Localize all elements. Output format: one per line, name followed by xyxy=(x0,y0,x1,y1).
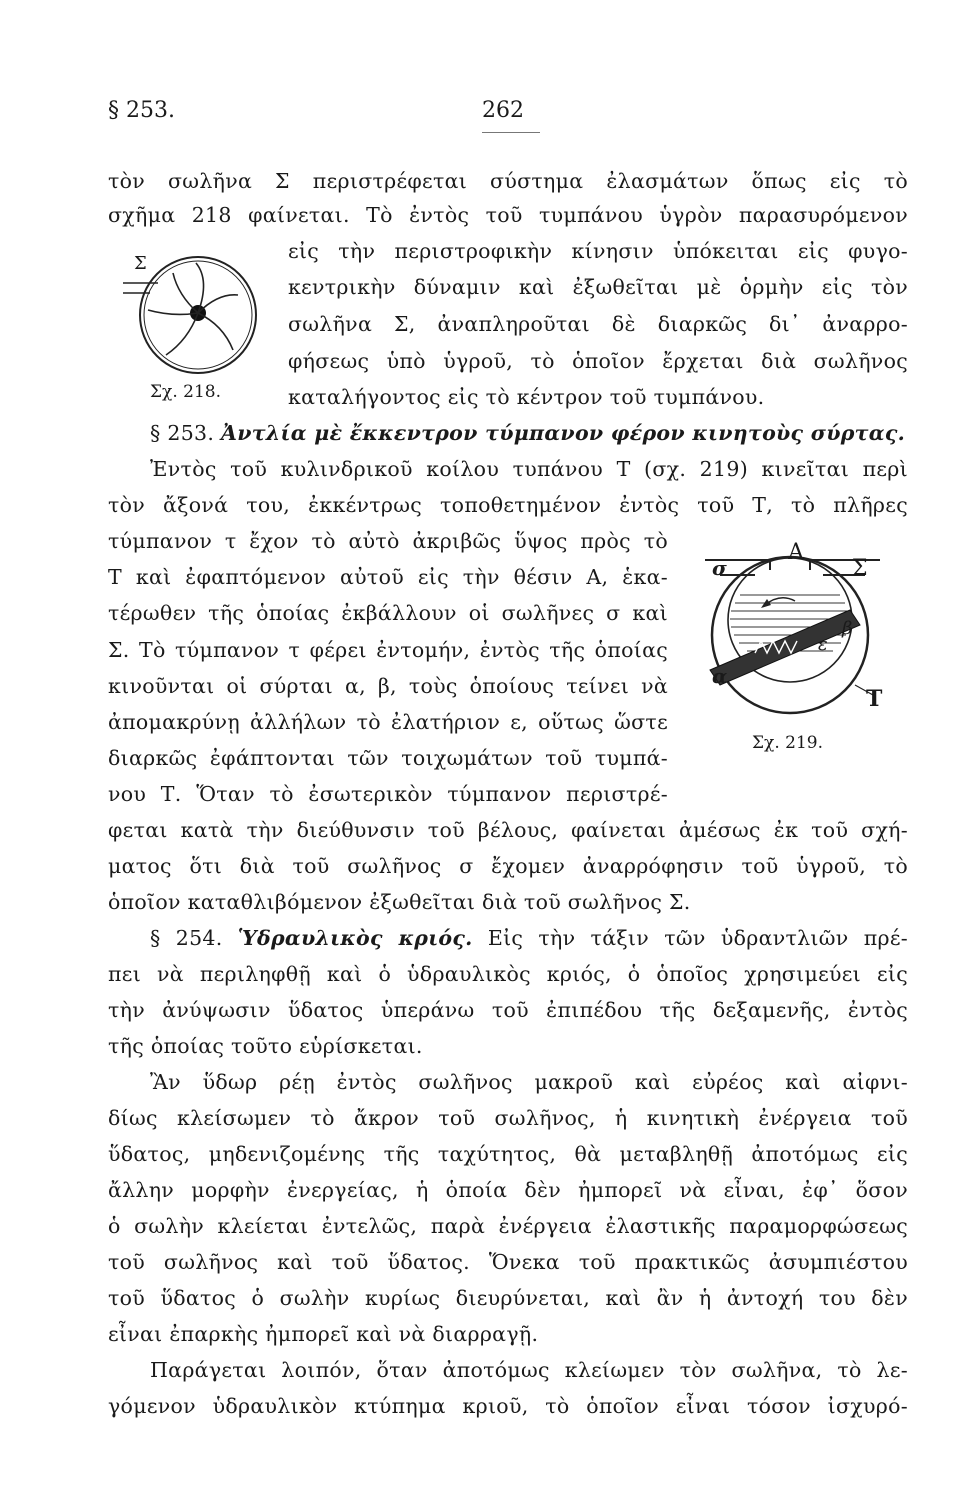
text-line: Σ. Τὸ τύμπανον τ φέρει ἐντομήν, ἐντὸς τῆς ὁποίας xyxy=(108,638,668,662)
text-line: ἄλλην μορφὴν ἐνεργείας, ἡ ὁποία δὲν ἠμπορεῖ νὰ εἶναι, ἐφ᾽ ὅσον xyxy=(108,1178,908,1202)
text-line: Παράγεται λοιπόν, ὅταν ἀποτόμως κλείωμεν τὸν σωλῆνα, τὸ λε- xyxy=(150,1358,908,1382)
text-line: τύμπανον τ ἔχον τὸ αὐτὸ ἀκριβῶς ὕψος πρὸς τὸ xyxy=(108,529,668,553)
fig219-label-t: T xyxy=(866,686,883,712)
section-254-number: § 254. xyxy=(150,926,223,950)
fig219-caption: Σχ. 219. xyxy=(752,733,823,753)
fig218-caption: Σχ. 218. xyxy=(150,382,221,402)
text-line: ματος ὅτι διὰ τοῦ σωλῆνος σ ἔχομεν ἀναρρόφησιν τοῦ ὑγροῦ, τὸ xyxy=(108,854,908,878)
section-253-number: § 253. xyxy=(150,421,215,445)
fig218-pipe xyxy=(123,283,158,293)
figure-218-drawing xyxy=(118,255,258,385)
text-line: καταλήγοντος εἰς τὸ κέντρον τοῦ τυμπάνου. xyxy=(288,385,765,409)
text-line: τὸν σωλῆνα Σ περιστρέφεται σύστημα ἐλασμάτων ὅπως εἰς τὸ xyxy=(108,169,908,193)
text-line: τοῦ σωλῆνος καὶ τοῦ ὕδατος. Ὅνεκα τοῦ πρακτικῶς ἀσυμπιέστου xyxy=(108,1250,908,1274)
text-line: νου Τ. Ὅταν τὸ ἐσωτερικὸν τύμπανον περιστρέ- xyxy=(108,782,668,806)
text-line: τοῦ ὕδατος ὁ σωλὴν κυρίως διευρύνεται, καὶ ἂν ἡ ἀντοχή του δὲν xyxy=(108,1286,908,1310)
text-line: κινοῦνται οἱ σύρται α, β, τοὺς ὁποίους τείνει νὰ xyxy=(108,674,668,698)
text-line: πει νὰ περιληφθῇ καὶ ὁ ὑδραυλικὸς κριός, ὁ ὁποῖος χρησιμεύει εἰς xyxy=(108,962,908,986)
text-line: τὸν ἄξονά του, ἐκκέντρως τοποθετημένον ἐντὸς τοῦ Τ, τὸ πλῆρες xyxy=(108,493,908,517)
page-number: 262 xyxy=(482,98,524,123)
text-line: εἰς τὴν περιστροφικὴν κίνησιν ὑπόκειται εἰς φυγο- xyxy=(288,239,908,263)
fig218-vanes xyxy=(148,263,238,355)
text-line: Τ καὶ ἐφαπτόμενον αὐτοῦ εἰς τὴν θέσιν Α, ἑκα- xyxy=(108,565,668,589)
text-line: Ἂν ὕδωρ ρέῃ ἐντὸς σωλῆνος μακροῦ καὶ εὐρέος καὶ αἰφνι- xyxy=(150,1070,908,1094)
text-line: ἀπομακρύνῃ ἀλλήλων τὸ ἐλατήριον ε, οὕτως ὥστε xyxy=(108,710,668,734)
text-line: δίως κλείσωμεν τὸ ἄκρον τοῦ σωλῆνος, ἡ κινητικὴ ἐνέργεια τοῦ xyxy=(108,1106,908,1130)
fig219-label-sigma-upper: Σ xyxy=(852,556,868,581)
fig219-label-sigma-lower: σ xyxy=(712,556,727,580)
text-line: εἶναι ἐπαρκὴς ἠμπορεῖ καὶ νὰ διαρραγῇ. xyxy=(108,1322,539,1346)
text-line: φεται κατὰ τὴν διεύθυνσιν τοῦ βέλους, φαίνεται ἀμέσως ἐκ τοῦ σχή- xyxy=(108,818,908,842)
header-rule xyxy=(482,132,540,133)
text-line: σχῆμα 218 φαίνεται. Τὸ ἐντὸς τοῦ τυμπάνου ὑγρὸν παρασυρόμενον xyxy=(108,203,908,227)
section-254-title: Ὑδραυλικὸς κριός. xyxy=(237,926,473,950)
text-line: σωλῆνα Σ, ἀναπληροῦται δὲ διαρκῶς δι᾽ ἀναρρο- xyxy=(288,312,908,336)
text-line: τέρωθεν τῆς ὁποίας ἐκβάλλουν οἱ σωλῆνες σ καὶ xyxy=(108,601,668,625)
fig219-label-epsilon: ε xyxy=(818,634,828,655)
text-line: φήσεως ὑπὸ ὑγροῦ, τὸ ὁποῖον ἔρχεται διὰ σωλῆνος xyxy=(288,349,908,373)
text-line: γόμενον ὑδραυλικὸν κτύπημα κριοῦ, τὸ ὁποῖον εἶναι τόσον ἰσχυρό- xyxy=(108,1394,908,1418)
section-253-heading xyxy=(150,417,910,449)
fig219-slot xyxy=(710,610,860,685)
section-253-title: Ἀντλία μὲ ἔκκεντρον τύμπανον φέρον κινητοὺς σύρτας. xyxy=(221,421,906,445)
section-254-heading xyxy=(150,922,908,954)
text-line: κεντρικὴν δύναμιν καὶ ἐξωθεῖται μὲ ὁρμὴν εἰς τὸν xyxy=(288,275,908,299)
text-line: ὁποῖον καταθλιβόμενον ἐξωθεῖται διὰ τοῦ σωλῆνος Σ. xyxy=(108,890,691,914)
section-header: § 253. xyxy=(108,98,175,123)
section-254-text: Εἰς τὴν τάξιν τῶν ὑδραντλιῶν πρέ- xyxy=(487,926,908,950)
text-line: Ἐντὸς τοῦ κυλινδρικοῦ κοίλου τυπάνου Τ (σχ. 219) κινεῖται περὶ xyxy=(150,457,908,481)
fig219-label-alpha: α xyxy=(712,664,728,688)
text-line: τὴν ἀνύψωσιν ὕδατος ὑπεράνω τοῦ ἐπιπέδου τῆς δεξαμενῆς, ἐντὸς xyxy=(108,998,908,1022)
fig219-label-beta: β xyxy=(842,618,853,639)
text-line: διαρκῶς ἐφάπτονται τῶν τοιχωμάτων τοῦ τυμπά- xyxy=(108,746,668,770)
text-line: τῆς ὁποίας τοῦτο εὑρίσκεται. xyxy=(108,1034,423,1058)
text-line: ὁ σωλὴν κλείεται ἐντελῶς, παρὰ ἐνέργεια ἐλαστικῆς παραμορφώσεως xyxy=(108,1214,908,1238)
text-line: ὕδατος, μηδενιζομένης τῆς ταχύτητος, θὰ μεταβληθῇ ἀποτόμως εἰς xyxy=(108,1142,908,1166)
fig219-label-a: A xyxy=(788,540,804,565)
fig218-label-s: Σ xyxy=(134,253,147,274)
